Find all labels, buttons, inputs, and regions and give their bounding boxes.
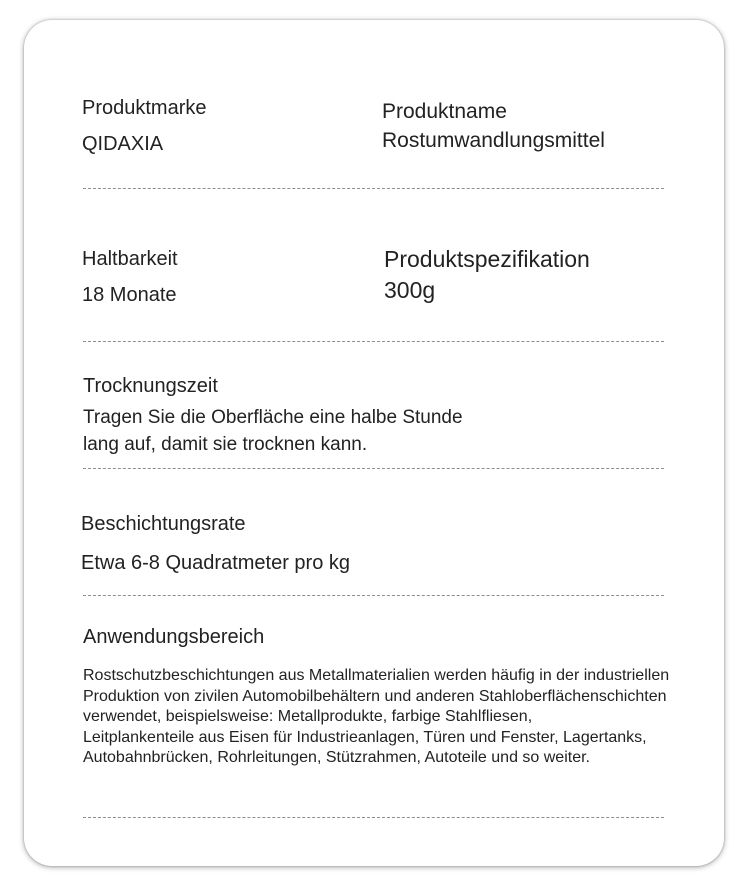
shelf-life-value: 18 Monate xyxy=(82,284,177,306)
application-line: Rostschutzbeschichtungen aus Metallmaterialien werden häufig in der industriellen xyxy=(83,667,670,684)
divider xyxy=(83,188,664,189)
application-line: Autobahnbrücken, Rohrleitungen, Stützrahmen, Autoteile und so weiter. xyxy=(83,749,590,766)
divider xyxy=(83,341,664,342)
coverage-label: Beschichtungsrate xyxy=(81,513,246,535)
divider xyxy=(83,595,664,596)
drying-time-text xyxy=(83,404,463,458)
shelf-life-label: Haltbarkeit xyxy=(82,248,178,270)
drying-time-label: Trocknungszeit xyxy=(83,375,218,397)
drying-time-line: lang auf, damit sie trocknen kann. xyxy=(83,434,368,455)
specification-label: Produktspezifikation xyxy=(384,246,590,272)
application-line: Produktion von zivilen Automobilbehältern und anderen Stahloberflächenschichten xyxy=(83,687,667,705)
product-name-value: Rostumwandlungsmittel xyxy=(382,129,605,152)
divider xyxy=(83,468,664,469)
coverage-value: Etwa 6-8 Quadratmeter pro kg xyxy=(81,552,351,574)
application-label: Anwendungsbereich xyxy=(83,626,265,648)
divider xyxy=(83,817,664,818)
application-line: Leitplankenteile aus Eisen für Industrieanlagen, Türen und Fenster, Lagertanks, xyxy=(83,728,647,746)
application-text xyxy=(83,666,669,769)
product-name-label: Produktname xyxy=(382,100,507,123)
specification-value: 300g xyxy=(384,277,436,303)
brand-label: Produktmarke xyxy=(82,97,207,119)
application-line: verwendet, beispielsweise: Metallprodukte, farbige Stahlfliesen, xyxy=(83,708,533,725)
brand-value: QIDAXIA xyxy=(82,133,164,155)
drying-time-line: Tragen Sie die Oberfläche eine halbe Stunde xyxy=(83,407,463,428)
